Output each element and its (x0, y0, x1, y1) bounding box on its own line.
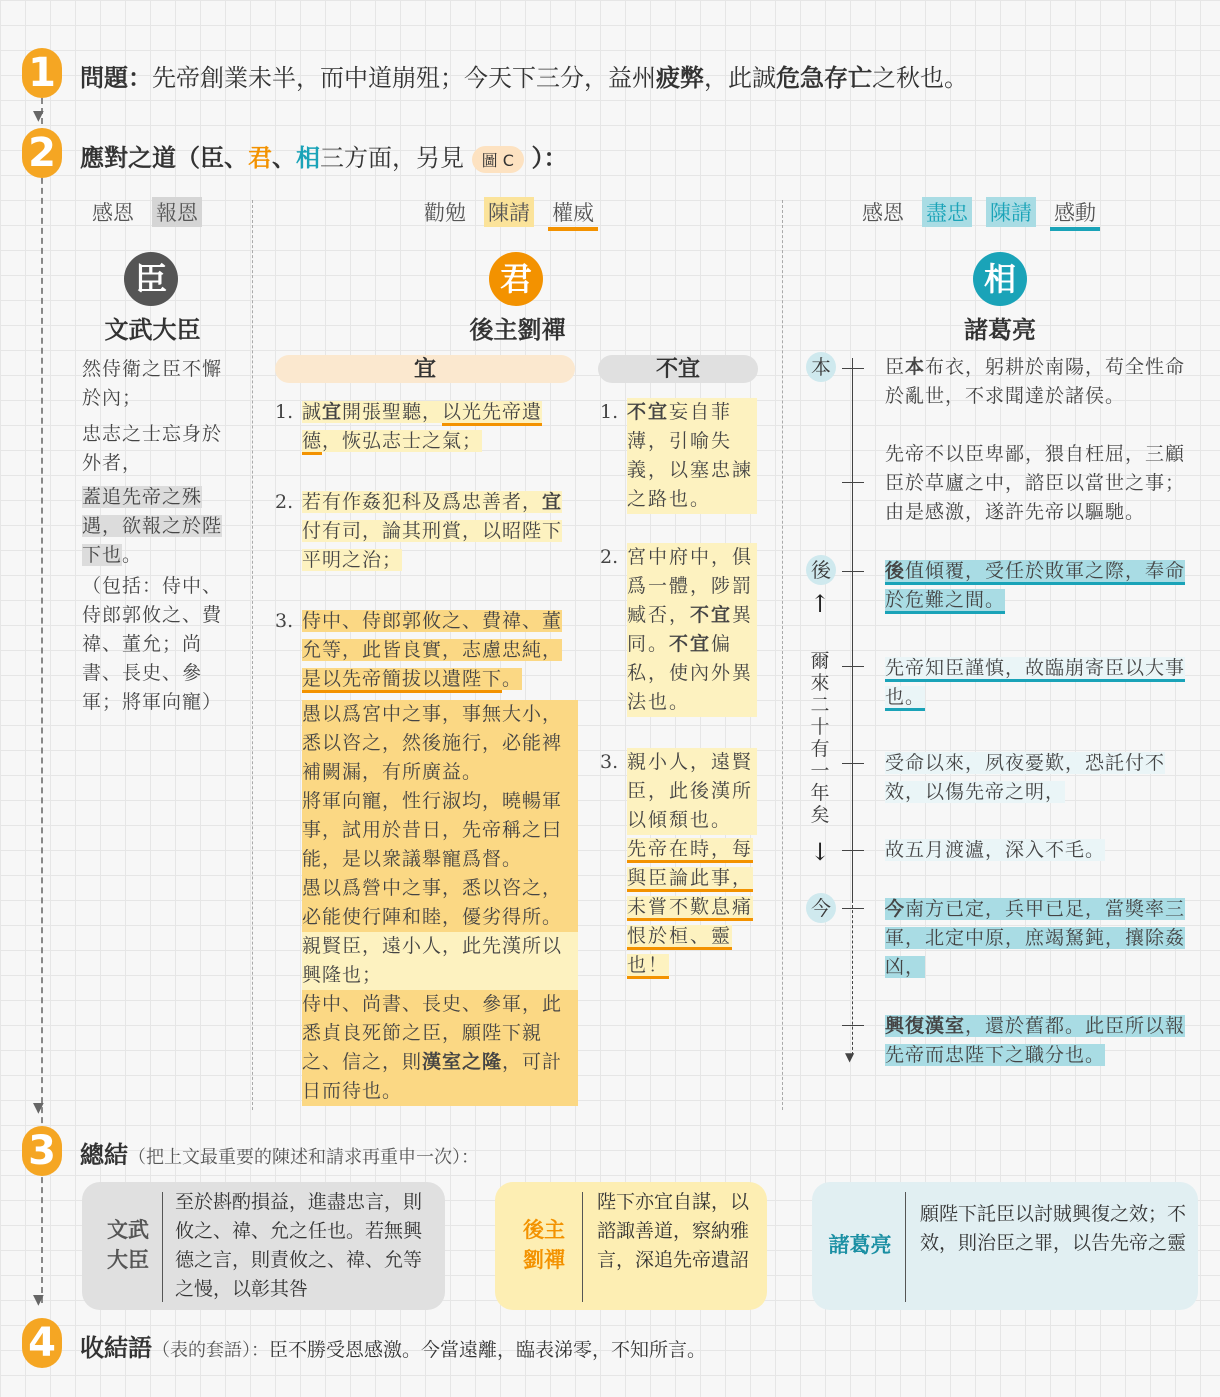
timeline-tick (842, 1025, 864, 1026)
timeline-tick (842, 908, 864, 909)
tags-right (858, 197, 1114, 231)
timeline-tick (842, 368, 864, 369)
chen-para-1: 然侍衛之臣不懈於內； (82, 358, 223, 409)
buyi-item-2: 宮中府中，俱爲一體，陟罰臧否，不宜異同。不宜偏私，使內外異法也。 (627, 543, 757, 717)
timeline-jin: 今 (806, 893, 836, 923)
xiang-name: 諸葛亮 (964, 316, 1036, 344)
chen-para-2: 忠志之士忘身於外者， (82, 423, 223, 474)
buyi-item-3-number: 3. (600, 751, 619, 773)
arrow-down-icon: ▼ (33, 1100, 44, 1116)
jun-circle-icon: 君 (489, 252, 543, 306)
xiang-para-4: 先帝知臣謹慎，故臨崩寄臣以大事也。 (885, 654, 1195, 712)
section-1-title: 問題：先帝創業未半，而中道崩殂；今天下三分，益州疲弊，此誠危急存亡之秋也。 (80, 63, 968, 92)
summary-label-jun: 後主劉禪 (523, 1218, 565, 1272)
section-number-3: 3 (22, 1126, 62, 1176)
timeline-axis (852, 358, 853, 903)
yi-pill: 宜 (275, 355, 575, 383)
timeline-tick (842, 763, 864, 764)
xiang-para-5: 受命以來，夙夜憂歎，恐託付不效，以傷先帝之明， (885, 752, 1166, 803)
chen-name: 文武大臣 (104, 316, 201, 344)
summary-text-jun: 陛下亦宜自謀，以諮諏善道，察納雅言，深追先帝遺詔 (597, 1191, 750, 1271)
column-divider (782, 200, 783, 1110)
timeline-up-arrow-icon: ↑ (810, 590, 831, 618)
tag-authority: 權威 (548, 197, 598, 231)
buyi-item-3-b: 先帝在時，每與臣論此事，未嘗不歎息痛恨於桓、靈也！ (627, 835, 757, 980)
tag-gratitude: 感恩 (862, 201, 904, 225)
tag-petition: 陳請 (986, 197, 1036, 227)
chen-para-3: 蓋追先帝之殊遇，欲報之於陛下也。 (82, 486, 223, 566)
timeline-tick (842, 482, 864, 483)
buyi-item-3: 親小人，遠賢臣，此後漢所以傾頹也。 (627, 748, 757, 835)
xiang-para-3: 後值傾覆，受任於敗軍之際，奉命於危難之間。 (885, 557, 1195, 615)
section-number-1: 1 (22, 48, 62, 98)
tag-petition: 陳請 (484, 197, 534, 227)
yi-item-2: 若有作姦犯科及爲忠善者，宜付有司，論其刑賞，以昭陛下平明之治； (302, 491, 563, 571)
summary-divider (582, 1192, 583, 1302)
timeline-tick (842, 571, 864, 572)
buyi-item-2-number: 2. (600, 546, 619, 568)
summary-text-chen: 至於斟酌損益，進盡忠言，則攸之、禕、允之任也。若無興德之言，則責攸之、禕、允等之慢，以彰其咎 (175, 1191, 423, 1300)
xiang-para-6: 故五月渡瀘，深入不毛。 (885, 839, 1106, 861)
xiang-para-1: 臣本布衣，躬耕於南陽，苟全性命於亂世，不求聞達於諸侯。 (885, 356, 1186, 407)
summary-divider (905, 1192, 906, 1302)
arrow-down-icon: ▼ (33, 1292, 44, 1308)
arrow-down-icon: ▼ (33, 108, 44, 124)
yi-item-2-number: 2. (275, 491, 294, 513)
timeline-hou: 後 (806, 555, 836, 585)
buyi-item-1: 不宜妄自菲薄，引喻失義，以塞忠諫之路也。 (627, 398, 757, 514)
timeline-tick (842, 850, 864, 851)
timeline-down-arrow-icon: ↓ (810, 838, 831, 866)
timeline-end-arrow-icon: ▼ (845, 1050, 855, 1064)
figure-c-badge[interactable]: 圖 C (472, 146, 524, 173)
yi-item-3: 侍中、侍郎郭攸之、費禕、董允等，此皆良實，志慮忠純，是以先帝簡拔以遺陛下。 (302, 607, 578, 694)
section-3-title: 總結（把上文最重要的陳述和請求再重申一次）： (80, 1140, 479, 1169)
yi-item-3-f: 親賢臣，遠小人，此先漢所以興隆也； (302, 932, 578, 990)
buyi-pill: 不宜 (598, 355, 758, 383)
buyi-item-1-number: 1. (600, 401, 619, 423)
yi-item-1: 誠宜開張聖聽，以光先帝遺德，恢弘志士之氣； (302, 398, 578, 456)
yi-item-3-e: 愚以爲營中之事，悉以咨之，必能使行陣和睦，優劣得所。 (302, 874, 578, 932)
outline-dashed-line (41, 98, 43, 1303)
yi-item-3-number: 3. (275, 610, 294, 632)
section-number-4: 4 (22, 1318, 62, 1368)
tag-gratitude: 感恩 (92, 201, 134, 225)
tags-left (88, 197, 216, 227)
yi-item-3-d: 將軍向寵，性行淑均，曉暢軍事，試用於昔日，先帝稱之曰能，是以衆議舉寵爲督。 (302, 787, 578, 874)
summary-text-xiang: 願陛下託臣以討賊興復之效；不效，則治臣之罪，以告先帝之靈 (920, 1203, 1187, 1254)
xiang-para-2: 先帝不以臣卑鄙，猥自枉屈，三顧臣於草廬之中，諮臣以當世之事；由是感激，遂許先帝以驅馳。 (885, 443, 1186, 523)
timeline-axis-dashed (852, 905, 853, 1055)
xiang-para-7: 今南方已定，兵甲已足，當獎率三軍，北定中原，庶竭駑鈍，攘除姦凶， (885, 898, 1186, 978)
column-divider (252, 200, 253, 1110)
xiang-circle-icon: 相 (973, 252, 1027, 306)
tag-loyalty: 盡忠 (922, 197, 972, 227)
chen-circle-icon: 臣 (124, 252, 178, 306)
summary-label-xiang: 諸葛亮 (828, 1233, 892, 1257)
yi-item-1-number: 1. (275, 401, 294, 423)
yi-item-3-c: 愚以爲宮中之事，事無大小，悉以咨之，然後施行，必能裨補闕漏，有所廣益。 (302, 700, 578, 787)
xiang-para-8: 興復漢室，還於舊都。此臣所以報先帝而忠陛下之職分也。 (885, 1015, 1186, 1066)
section-4-title: 收結語（表的套語）：臣不勝受恩感激。今當遠離，臨表涕零，不知所言。 (80, 1333, 707, 1362)
timeline-ben: 本 (806, 352, 836, 382)
section-number-2: 2 (22, 128, 62, 178)
yi-item-3-g: 侍中、尚書、長史、參軍，此悉貞良死節之臣，願陛下親之、信之，則漢室之隆，可計日而待也。 (302, 990, 578, 1106)
tags-center (420, 197, 612, 231)
timeline-tick (842, 666, 864, 667)
tag-exhort: 勸勉 (424, 201, 466, 225)
section-2-title: 應對之道（臣、君、相三方面，另見 圖 C ）： (80, 143, 568, 172)
timeline-years: 爾來二十有一年矣 (810, 650, 830, 826)
summary-divider (162, 1192, 163, 1302)
tag-repay: 報恩 (152, 197, 202, 227)
summary-label-chen: 文武大臣 (107, 1218, 149, 1272)
chen-para-4: （包括：侍中、侍郎郭攸之、費禕、董允；尚書、長史、參軍；將軍向寵） (82, 575, 223, 713)
jun-name: 後主劉禪 (469, 316, 566, 344)
tag-moved: 感動 (1050, 197, 1100, 231)
